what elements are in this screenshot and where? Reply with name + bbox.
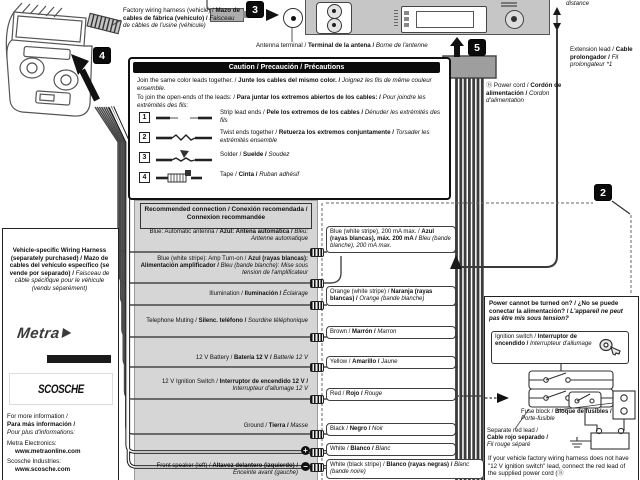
label-es: Azul (rayas blancas), máx. 200 mA / — [330, 229, 435, 242]
label-en: Red / — [330, 391, 347, 397]
socket-pin — [404, 17, 409, 21]
rca-jack-center — [332, 23, 336, 27]
label-es: Cable prolongador / — [570, 46, 633, 61]
caution-step-text — [220, 151, 442, 159]
more-info-line-en: For more information / — [7, 413, 68, 420]
label-fr: Rouge — [364, 391, 383, 397]
label-fr: Blanc — [375, 446, 391, 452]
label-en: 12 V Ignition Switch / — [161, 379, 220, 385]
rear-socket — [401, 6, 487, 33]
wire-box-white-black-stripe — [326, 459, 484, 479]
label-fr: Borne de l'antenne — [375, 42, 428, 49]
row-label-front-speaker — [140, 463, 298, 477]
label-en: Yellow / — [330, 359, 353, 365]
label-en: Join the same color leads together. / — [137, 77, 239, 84]
scosche-contact-url[interactable]: www.scosche.com — [15, 466, 71, 473]
table-header: Recommended connection / Conexión recomendada / Connexion recommandée — [140, 203, 312, 229]
label-es: Interruptor de encendido 12 V / — [219, 379, 308, 385]
label-es: Pele los extremos de los cables / — [266, 109, 365, 116]
label-fr: Ruban adhésif — [259, 171, 300, 178]
label-en: Ground / — [243, 423, 269, 429]
label-en: Blue (white stripe), 200 mA max. / — [330, 229, 422, 235]
row-label-ground — [140, 423, 308, 430]
adapter-jack — [505, 10, 524, 29]
label-es: Blanco (rayas negras) / — [386, 462, 455, 468]
twist-wires-icon — [154, 131, 214, 144]
rear-socket-inner — [416, 11, 474, 28]
label-en: Front speaker (left) / — [156, 463, 213, 469]
row-label-battery — [140, 355, 308, 362]
label-es: Azul (rayas blancas): Alimentación amplificador / — [140, 256, 308, 269]
label-es: Azul: Antena automática / — [219, 229, 295, 235]
label-fr: Enceinte avant (gauche) — [232, 470, 298, 476]
label-fr: Bleu: Antenne automatique — [250, 229, 308, 242]
caution-step-number: 2 — [139, 132, 150, 143]
label-en: Twist ends together / — [220, 129, 279, 136]
label-fr: Éclairage — [282, 291, 308, 297]
label-en: Telephone Muting / — [146, 318, 199, 324]
label-en: 12 V Battery / — [195, 355, 234, 361]
row-label-ignition-switch — [140, 379, 308, 393]
label-fr: Soudez — [268, 151, 290, 158]
wire-box-black — [326, 423, 456, 436]
label-fr: Cordon d'alimentation — [486, 89, 550, 104]
jack-micro-label — [501, 2, 517, 4]
label-es: Naranja (rayas blancas) / — [330, 289, 433, 302]
minus-terminal: − — [301, 462, 310, 471]
scosche-logo — [9, 373, 113, 405]
label-en: Ignition switch / — [495, 334, 538, 340]
strip-wires-icon — [154, 111, 214, 124]
wire-box-brown — [326, 326, 456, 339]
label-en: Antenna terminal / — [256, 42, 308, 49]
label-en: Strip lead ends / — [220, 109, 267, 116]
solder-icon — [154, 150, 214, 164]
row-label-amp-turn-on — [140, 256, 308, 277]
crimp-connector — [310, 333, 324, 342]
crimp-connector — [310, 363, 324, 372]
ignition-switch-label — [495, 334, 595, 348]
label-es: Amarillo / — [352, 359, 382, 365]
more-info-line-fr: Pour plus d'informations: — [7, 429, 75, 436]
label-en: Orange (white stripe) / — [330, 289, 392, 295]
label-fr: Interrupteur d'allumage — [530, 341, 592, 347]
wire-box-orange-white-stripe — [326, 286, 456, 306]
distance-label: distance — [566, 0, 590, 7]
scosche-contact-name: Scosche Industries: — [7, 458, 61, 465]
label-fr: Joignez les fils de même couleur ensemble. — [137, 77, 432, 92]
badge-label: 4 — [99, 49, 105, 62]
label-fr: Noir — [372, 426, 384, 432]
metra-logo-text: Metra — [16, 325, 61, 342]
power-cord-bundle — [457, 78, 483, 480]
label-es: Para juntar los extremos abiertos de los cables: / — [236, 94, 383, 101]
label-fr: Dénuder les extrémités des fils — [220, 109, 441, 124]
fuse-block-label — [521, 409, 613, 423]
row-label-blue-antenna — [140, 229, 308, 243]
ignition-switch-box — [491, 331, 629, 364]
crimp-connector — [310, 248, 324, 257]
separate-red-lead-label — [487, 428, 551, 449]
more-info-line-es: Para más información / — [7, 421, 76, 428]
crimp-connector — [310, 301, 324, 310]
crimp-connector — [310, 430, 324, 439]
antenna-terminal — [283, 8, 303, 28]
label-en: Ⓑ Power cord / — [486, 82, 531, 89]
label-en: Factory wiring harness (vehicle) / — [123, 7, 216, 14]
label-en: Blue: Automatic antenna / — [149, 229, 220, 235]
crimp-connector — [310, 463, 324, 472]
label-en: Solder / — [220, 151, 244, 158]
label-es: Marrón / — [352, 329, 378, 335]
label-fr: Blanc (bande noire) — [330, 462, 470, 475]
factory-harness-label — [123, 7, 243, 30]
scosche-logo-text: SCOSCHE — [38, 382, 84, 396]
label-fr: Batterie 12 V — [273, 355, 308, 361]
label-en: Fuse block / — [521, 409, 556, 415]
label-es: Terminal de la antena / — [307, 42, 376, 49]
label-fr: Jaune — [381, 359, 398, 365]
badge-label: 2 — [600, 186, 606, 199]
rca-jack-center — [332, 9, 336, 13]
step-badge-4 — [93, 47, 111, 64]
label-en: Separate red lead / — [487, 428, 539, 434]
adapter-jack-center — [511, 16, 517, 22]
socket-micro-label — [394, 10, 398, 26]
step-badge-5 — [468, 39, 486, 56]
label-es: Interruptor de encendido / — [495, 334, 578, 347]
caution-box — [128, 57, 451, 200]
wire-box-red — [326, 388, 456, 401]
sidebar-title — [7, 247, 112, 292]
caution-step-number: 1 — [139, 112, 150, 123]
antenna-terminal-center — [291, 16, 296, 21]
label-es: Cinta / — [238, 171, 260, 178]
antenna-terminal-label — [256, 42, 466, 50]
label-es: Suelde / — [243, 151, 269, 158]
label-fr: Interrupteur d'allumage 12 V — [232, 386, 308, 392]
tape-icon — [154, 170, 214, 183]
crimp-connector — [310, 279, 324, 288]
row-label-illumination — [140, 291, 308, 298]
label-en: White / — [330, 446, 351, 452]
label-fr: Faisceau de câble spécifique pour le véhicule (vendu séparément) — [14, 269, 110, 292]
extension-lead-label — [570, 46, 638, 69]
label-es: Mazo de cables de fábrica (vehículo) / — [123, 7, 240, 22]
label-es: Batería 12 V / — [233, 355, 274, 361]
label-en: Tape / — [220, 171, 239, 178]
label-en: Illumination / — [209, 291, 245, 297]
metra-arrow-icon — [61, 328, 71, 338]
metra-logo-bar — [47, 355, 111, 363]
factory-harness-plug — [87, 13, 121, 33]
caution-intro-1 — [137, 77, 441, 92]
step-badge-3 — [246, 1, 264, 18]
label-fr: Bleu (bande blanche), 200 mA max. — [330, 235, 451, 249]
plus-terminal: + — [301, 446, 310, 455]
label-fr: L'appareil ne peut pas être mis sous tension? — [489, 307, 623, 322]
metra-contact-name: Metra Electronics: — [7, 440, 57, 447]
label-fr: Fil prolongateur *1 — [570, 53, 619, 68]
wire-box-blue-white-stripe — [326, 226, 456, 253]
label-fr: Porte-fusible — [521, 416, 555, 422]
label-en: Blue (white stripe): Amp Turn-on / — [157, 256, 248, 262]
label-es: Bloque de fusibles / — [555, 409, 612, 415]
wire-box-yellow — [326, 356, 456, 369]
rca-jack-block — [316, 2, 352, 34]
metra-logo — [16, 325, 107, 345]
label-es: Blanco / — [350, 446, 376, 452]
label-en: White (black stripe) / — [330, 462, 387, 468]
badge-label: 3 — [252, 3, 258, 16]
insert-arrow-icon — [266, 9, 280, 22]
label-es: Retuerza los extremos conjuntamente / — [278, 129, 396, 136]
label-en: Extension lead / — [570, 46, 616, 53]
socket-pin — [404, 23, 409, 27]
label-fr: Bleu (bande blanche): Mise sous tension de l'amplificateur — [220, 263, 308, 276]
label-es: Cordón de alimentación / — [486, 82, 562, 97]
label-en: To join the open-ends of the leads: / — [137, 94, 237, 101]
label-es: Rojo / — [346, 391, 365, 397]
label-es: Cable rojo separado / — [487, 435, 549, 441]
caution-step-number: 4 — [139, 172, 150, 183]
key-icon — [598, 336, 624, 358]
metra-contact-url[interactable]: www.metraonline.com — [15, 448, 81, 455]
label-fr: Torsader les extrémités ensemble — [220, 129, 430, 144]
label-es: Negro / — [349, 426, 373, 432]
label-fr: Fil rouge séparé — [487, 442, 531, 448]
power-cord-label — [486, 82, 566, 105]
vehicle-harness-sidebar — [2, 228, 119, 480]
label-fr: Orange (bande blanche) — [359, 295, 425, 302]
rca-jack — [327, 18, 342, 33]
label-es: Mazo de cables del vehículo específico (se vende por separado) / — [9, 254, 110, 277]
rca-jack — [327, 4, 342, 19]
no-ignition-lead-note: If your vehicle factory wiring harness does not have "12 V ignition switch" lead, connect the red lead of the supplied power cord (Ⓑ — [488, 455, 629, 477]
label-es: Silenc. teléfono / — [198, 318, 248, 324]
caution-header: Caution / Precaución / Précautions — [133, 62, 440, 73]
socket-pin — [404, 11, 409, 15]
label-en: Black / — [330, 426, 350, 432]
label-fr: Faisceau de câbles de l'usine (véhicule) — [123, 14, 235, 29]
jack-micro-label — [501, 5, 517, 7]
row-label-telephone-muting — [140, 318, 308, 325]
label-es: Junte los cables del mismo color. / — [238, 77, 342, 84]
caution-step-text — [220, 109, 442, 124]
label-es: Tierra / — [268, 423, 291, 429]
caution-step-number: 3 — [139, 152, 150, 163]
label-fr: Pour joindre les extrémités des fils: — [137, 94, 426, 109]
caution-step-text — [220, 129, 442, 144]
label-en: Power cannot be turned on? / — [489, 300, 578, 307]
label-es: Iluminación / — [244, 291, 283, 297]
caution-intro-2 — [137, 94, 441, 109]
step-badge-2 — [594, 184, 612, 201]
power-troubleshooting-panel — [484, 296, 639, 480]
label-es: ¿No se puede conectar la alimentación? / — [489, 300, 619, 315]
label-en: Vehicle-specific Wiring Harness (separately purchased) / — [10, 247, 107, 262]
panel-title — [489, 300, 634, 323]
label-fr: Masse — [290, 423, 308, 429]
label-en: Brown / — [330, 329, 353, 335]
caution-step-text — [220, 171, 442, 179]
extension-lead-line — [450, 7, 561, 269]
label-es: Altavoz delantero (izquierdo) / — [212, 463, 298, 469]
label-fr: Marron — [377, 329, 397, 335]
crimp-connector — [310, 395, 324, 404]
crimp-connector — [310, 448, 324, 457]
label-fr: Sourdine téléphonique — [247, 318, 308, 324]
badge-label: 5 — [474, 41, 480, 54]
wire-box-white — [326, 443, 456, 456]
